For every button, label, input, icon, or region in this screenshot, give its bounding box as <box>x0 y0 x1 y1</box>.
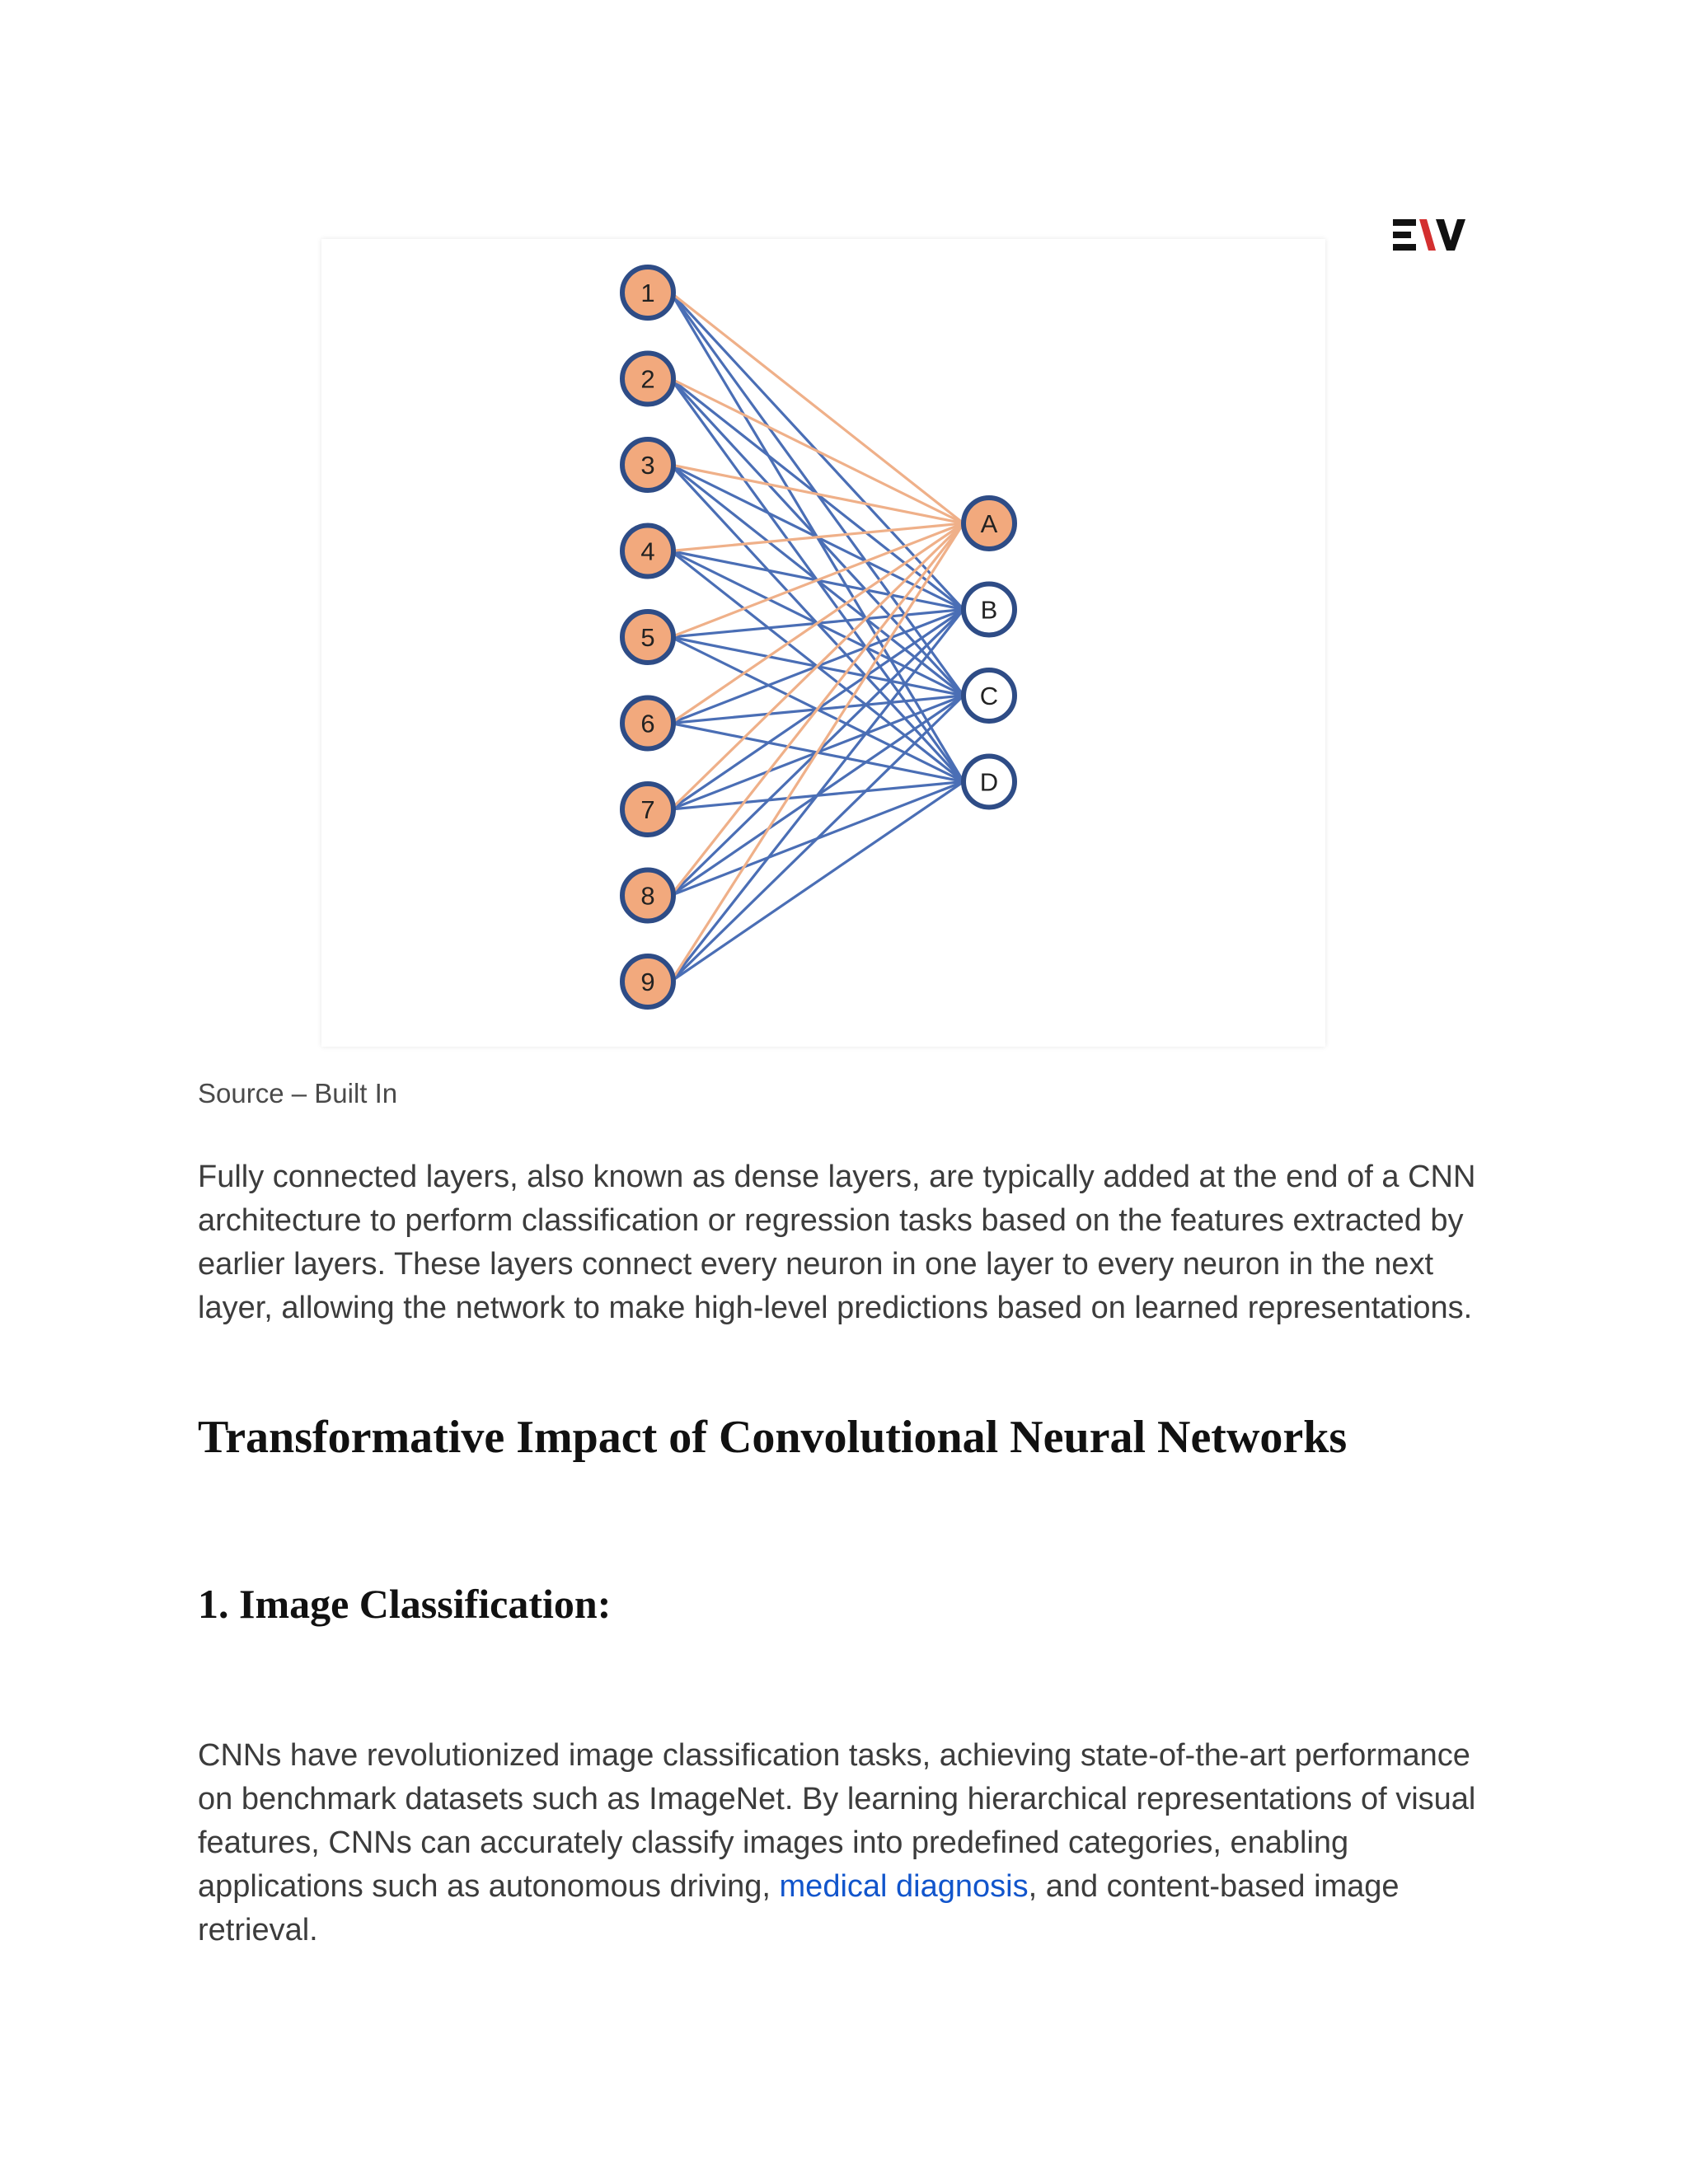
node-label-A: A <box>980 509 998 538</box>
node-label-5: 5 <box>640 623 655 652</box>
node-A <box>964 498 1015 549</box>
node-label-6: 6 <box>640 709 655 738</box>
node-6 <box>622 698 673 749</box>
network-diagram <box>321 239 1325 1047</box>
node-label-8: 8 <box>640 881 655 911</box>
node-label-2: 2 <box>640 364 655 394</box>
node-D <box>964 757 1015 808</box>
edge-3-A <box>671 465 964 523</box>
node-label-7: 7 <box>640 795 655 824</box>
edge-4-A <box>671 523 964 551</box>
edge-9-D <box>671 782 964 982</box>
node-C <box>964 670 1015 721</box>
network-diagram-figure <box>321 239 1325 1047</box>
node-5 <box>622 612 673 663</box>
edge-1-A <box>671 293 964 523</box>
subsection-heading: 1. Image Classification: <box>198 1581 612 1627</box>
figure-caption: Source – Built In <box>198 1078 398 1108</box>
node-2 <box>622 354 673 405</box>
node-B <box>964 584 1015 635</box>
node-8 <box>622 870 673 921</box>
node-label-9: 9 <box>640 968 655 996</box>
node-3 <box>622 439 673 490</box>
edges-blue-group <box>671 293 964 982</box>
section-heading: Transformative Impact of Convolutional Neural Networks <box>198 1412 1348 1463</box>
node-label-D: D <box>979 767 999 797</box>
edge-6-A <box>671 523 964 724</box>
paragraph-text-before-link: CNNs have revolutionized image classification tasks, achieving state-of-the-art performance on benchmark datasets such as ImageNet. By learning hierarchical representations of visual features, CNNs can accurately classify images into predefined categories, enabling applications such as autonomous driving, <box>198 1738 1476 1904</box>
medical-diagnosis-link[interactable]: medical diagnosis <box>779 1869 1029 1904</box>
edge-2-A <box>671 379 964 524</box>
node-4 <box>622 526 673 577</box>
node-label-B: B <box>980 595 998 625</box>
paragraph-text-after-link: , and content-based image retrieval. <box>198 1869 1400 1947</box>
node-7 <box>622 784 673 835</box>
node-1 <box>622 267 673 318</box>
paragraph-fully-connected: Fully connected layers, also known as dense layers, are typically added at the end of a CNN architecture to perform classification or regression tasks based on the features extracted by earlier layers. These layers connect every neuron in one layer to every neuron in the next layer, allowing the network to make high-level predictions based on learned representations. <box>198 1160 1476 1325</box>
node-label-C: C <box>979 682 999 710</box>
ev-logo <box>1393 216 1467 257</box>
edge-9-A <box>671 523 964 982</box>
paragraph-image-classification <box>198 1734 1500 1952</box>
node-label-4: 4 <box>640 537 655 566</box>
node-label-3: 3 <box>640 451 655 480</box>
node-9 <box>622 956 673 1007</box>
node-label-1: 1 <box>640 279 655 307</box>
